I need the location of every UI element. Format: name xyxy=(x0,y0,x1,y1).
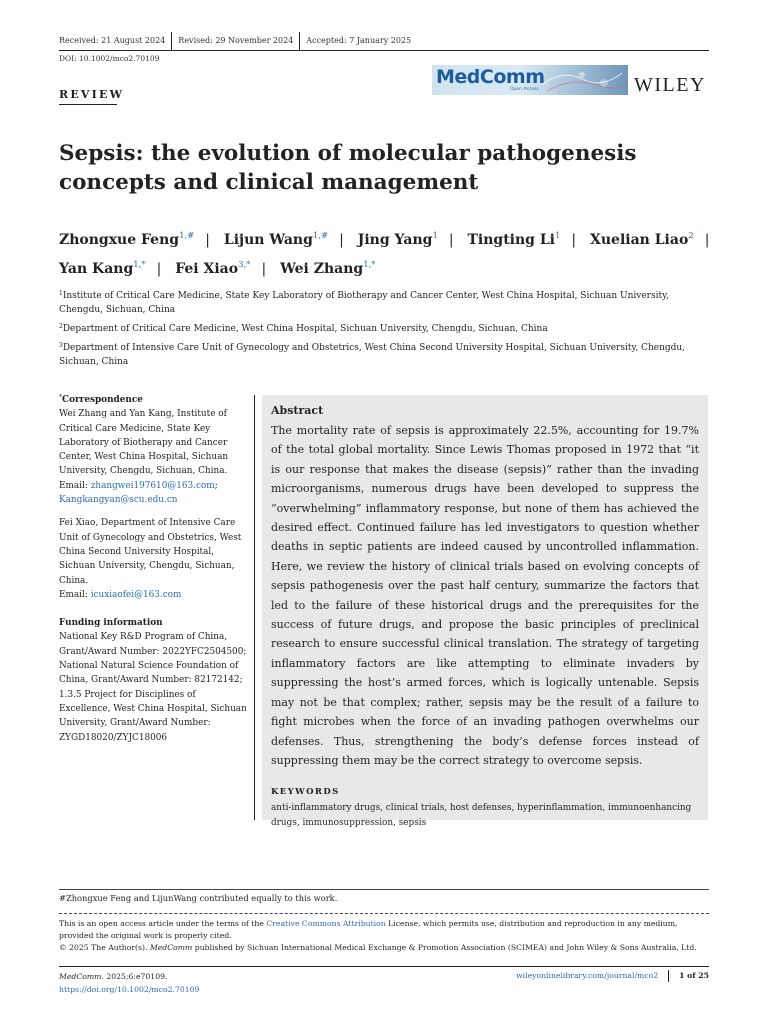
page-number: 1 of 25 xyxy=(668,970,709,982)
funding-heading: Funding information xyxy=(59,618,163,629)
email-link[interactable]: Kangkangyan@scu.edu.cn xyxy=(59,495,178,506)
medcomm-logo[interactable] xyxy=(432,65,628,95)
footnote-divider xyxy=(59,889,709,890)
correspondence-heading: *Correspondence xyxy=(59,394,143,405)
footer-divider xyxy=(59,966,709,967)
publisher-logo[interactable]: WILEY xyxy=(634,74,706,96)
revised-date: Revised: 29 November 2024 xyxy=(172,32,300,50)
sidebar-info xyxy=(59,391,249,754)
column-divider xyxy=(254,395,255,820)
affiliations xyxy=(59,287,699,372)
author[interactable]: Lijun Wang$^{1,\#}$ xyxy=(223,231,329,248)
author[interactable]: Xuelian Liao$^2$ xyxy=(590,231,694,248)
abstract-text: The mortality rate of sepsis is approximately 22.5%, accounting for 19.7% of the total global mortality. Since Lewis Thomas proposed in 1972 that “it is our response that makes the disease (sepsis)” rather than the invading microorganisms, numerous drugs have been developed to suppress the “overwhelming” inflammatory response, but none of them has achieved the desired effect. Continued failure has led investigators to question whether deaths in septic patients are indeed caused by uncontrolled inflammation. Here, we review the history of clinical trials based on evolving concepts of sepsis pathogenesis over the past half century, summarize the factors that led to the failure of these historical drugs and the prerequisites for the success of future drugs, and propose the basic principles of preclinical research to ensure successful clinical translation. The strategy of targeting inflammatory factors are like attempting to eliminate invaders by suppressing the host’s armed forces, which is logically untenable. Sepsis may not be that complex; rather, sepsis may be the result of a failure to fight microbes when the force of an invading pathogen overwhelms our defenses. Thus, strengthening the body’s defense forces instead of suppressing them may be the correct strategy to overcome sepsis. xyxy=(271,424,699,767)
journal-url-link[interactable]: wileyonlinelibrary.com/journal/mco2 xyxy=(516,971,659,980)
accepted-date: Accepted: 7 January 2025 xyxy=(306,36,412,45)
author[interactable]: Wei Zhang$^{1,*}$ xyxy=(280,260,376,277)
affiliation: $^3$Department of Intensive Care Unit of Gynecology and Obstetrics, West China Second University Hospital, Sichuan University, Chengdu, Sichuan, China xyxy=(59,342,686,367)
logo-wordmark: MedComm xyxy=(436,66,545,88)
author[interactable]: Jing Yang$^1$ xyxy=(357,231,438,248)
author[interactable]: Yan Kang$^{1,*}$ xyxy=(59,260,146,277)
correspondence-block xyxy=(59,391,249,507)
affiliation: $^1$Institute of Critical Care Medicine, State Key Laboratory of Biotherapy and Cancer Center, West China Hospital, Sichuan University, Chengdu, Sichuan, China xyxy=(59,290,669,315)
logo-subtitle: Open Access xyxy=(510,87,539,92)
author[interactable]: Zhongxue Feng$^{1,\#}$ xyxy=(59,231,195,248)
article-title: Sepsis: the evolution of molecular pathogenesis concepts and clinical management xyxy=(59,141,637,195)
section-underline xyxy=(59,104,117,105)
email-link[interactable]: zhangwei197610@163.com xyxy=(90,480,215,491)
article-dates xyxy=(59,32,417,50)
footer-citation: MedComm. 2025;6:e70109. https://doi.org/10.1002/mco2.70109 xyxy=(59,972,200,994)
correspondence-text: Fei Xiao, Department of Intensive Care Unit of Gynecology and Obstetrics, West China Second University Hospital, Sichuan University, Chengdu, Sichuan, China. xyxy=(59,518,242,586)
correspondence-block xyxy=(59,516,249,602)
correspondence-emails: Email: icuxiaofei@163.com xyxy=(59,589,182,600)
affiliation: $^2$Department of Critical Care Medicine, West China Hospital, Sichuan University, Chengdu, Sichuan, China xyxy=(59,323,548,334)
author-list: Zhongxue Feng$^{1,\#}$ | Lijun Wang$^{1,\#}$ | Jing Yang$^1$ | Tingting Li$^1$ | Xuelian Liao$^2$ | Yan Kang$^{1,*}$ | Fei Xiao$^{3,*}$ | Wei Zhang$^{1,*}$ xyxy=(59,231,710,277)
equal-contribution-note: #Zhongxue Feng and LijunWang contributed equally to this work. xyxy=(59,893,338,903)
doi-link[interactable]: https://doi.org/10.1002/mco2.70109 xyxy=(59,985,200,994)
abstract-heading: Abstract xyxy=(271,404,324,417)
license-divider xyxy=(59,913,709,914)
cc-license-link[interactable]: Creative Commons Attribution xyxy=(266,919,386,928)
footer-journal: MedComm. xyxy=(59,972,104,981)
correspondence-text: Wei Zhang and Yan Kang, Institute of Critical Care Medicine, State Key Laboratory of Biotherapy and Cancer Center, West China Hospital, Sichuan University, Chengdu, Sichuan, China. xyxy=(59,409,229,477)
abstract-box xyxy=(262,395,708,829)
received-date: Received: 21 August 2024 xyxy=(59,32,172,50)
author[interactable]: Tingting Li$^1$ xyxy=(467,231,561,248)
article-doi: DOI: 10.1002/mco2.70109 xyxy=(59,54,160,63)
funding-text: National Key R&D Program of China, Grant/Award Number: 2022YFC2504500; National Natural Science Foundation of China, Grant/Award Number: 82172142; 1.3.5 Project for Disciplines of Excellence, West China Hospital, Sichuan University, Grant/Award Number: ZYGD18020/ZYJC18006 xyxy=(59,632,247,743)
section-label: REVIEW xyxy=(59,88,125,101)
email-link[interactable]: icuxiaofei@163.com xyxy=(90,589,182,600)
header-divider xyxy=(59,50,709,51)
correspondence-emails: Email: zhangwei197610@163.com; Kangkangyan@scu.edu.cn xyxy=(59,480,218,506)
author[interactable]: Fei Xiao$^{3,*}$ xyxy=(175,260,251,277)
license-text: This is an open access article under the terms of the Creative Commons Attribution License, which permits use, distribution and reproduction in any medium, provided the original work is properly cited. © 2025 The Author(s). MedComm published by Sichuan International Medical Exchange & Promotion Association (SCIMEA) and John Wiley & Sons Australia, Ltd. xyxy=(59,919,697,952)
keywords-heading: KEYWORDS xyxy=(271,787,340,798)
keywords-list: anti-inflammatory drugs, clinical trials, host defenses, hyperinflammation, immunoenhancing drugs, immunosuppression, sepsis xyxy=(271,803,692,829)
funding-block xyxy=(59,616,249,745)
footer-right xyxy=(516,970,709,982)
